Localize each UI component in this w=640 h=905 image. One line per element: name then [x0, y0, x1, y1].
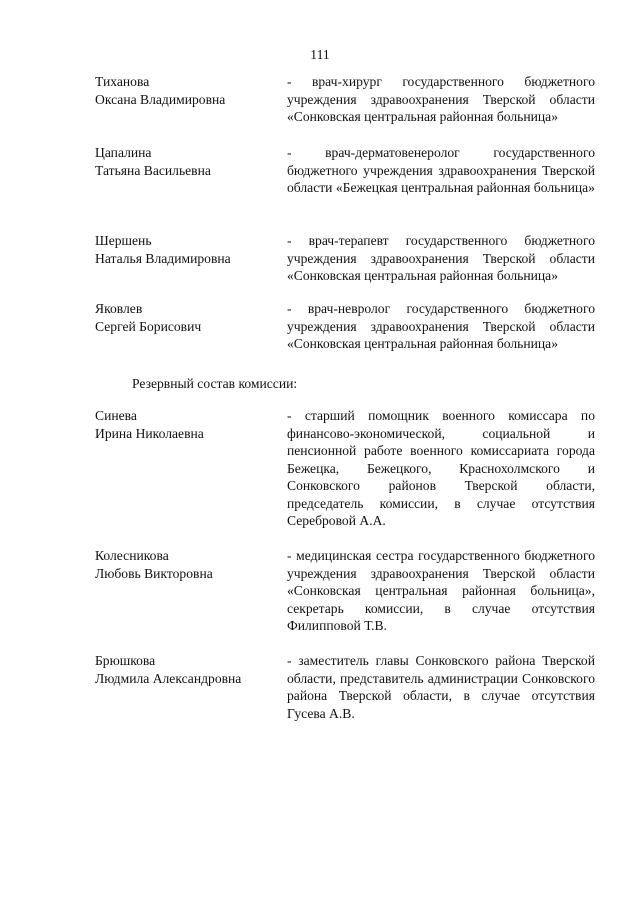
member-surname: Брюшкова — [95, 653, 156, 668]
member-given-names: Людмила Александровна — [95, 670, 242, 686]
member-name — [95, 144, 280, 179]
member-given-names: Татьяна Васильевна — [95, 162, 211, 178]
member-name — [95, 652, 280, 687]
member-role: - старший помощник военного комиссара по финансово-экономической, социальной и пенсионной работе военного комиссариата города Бежецка, Бежецкого, Краснохолмского и Сонковского районов Тверской области, председатель комиссии, в случае отсутствия Серебровой А.А. — [287, 408, 595, 528]
member-role: - врач-дерматовенеролог государственного бюджетного учреждения здравоохранения Тверской области «Бежецкая центральная районная больница» — [287, 145, 595, 195]
member-role: - врач-хирург государственного бюджетного учреждения здравоохранения Тверской области «Сонковская центральная районная больница» — [287, 74, 595, 124]
member-given-names: Оксана Владимировна — [95, 91, 226, 107]
member-given-names: Любовь Викторовна — [95, 565, 213, 581]
member-given-names: Сергей Борисович — [95, 318, 202, 334]
member-name — [95, 547, 280, 582]
member-role: - медицинская сестра государственного бюджетного учреждения здравоохранения Тверской области «Сонковская центральная районная больница», секретарь комиссии, в случае отсутствия Филипповой Т.В. — [287, 548, 595, 633]
member-name — [95, 300, 280, 335]
member-name — [95, 407, 280, 442]
member-surname: Тиханова — [95, 74, 150, 89]
member-role: - заместитель главы Сонковского района Тверской области, представитель администрации Сонковского района Тверской области, в случае отсутствия Гусева А.В. — [287, 653, 595, 721]
member-name — [95, 232, 280, 267]
member-surname: Синева — [95, 408, 137, 423]
member-role: - врач-терапевт государственного бюджетного учреждения здравоохранения Тверской области «Сонковская центральная районная больница» — [287, 233, 595, 283]
member-given-names: Ирина Николаевна — [95, 425, 204, 441]
member-surname: Колесникова — [95, 548, 169, 563]
member-name — [95, 73, 280, 108]
member-role: - врач-невролог государственного бюджетного учреждения здравоохранения Тверской области «Сонковская центральная районная больница» — [287, 301, 595, 351]
member-surname: Цапалина — [95, 145, 152, 160]
member-surname: Шершень — [95, 233, 152, 248]
page-number: 111 — [310, 47, 330, 62]
reserve-section-heading: Резервный состав комиссии: — [132, 376, 298, 391]
member-given-names: Наталья Владимировна — [95, 250, 231, 266]
member-surname: Яковлев — [95, 301, 143, 316]
